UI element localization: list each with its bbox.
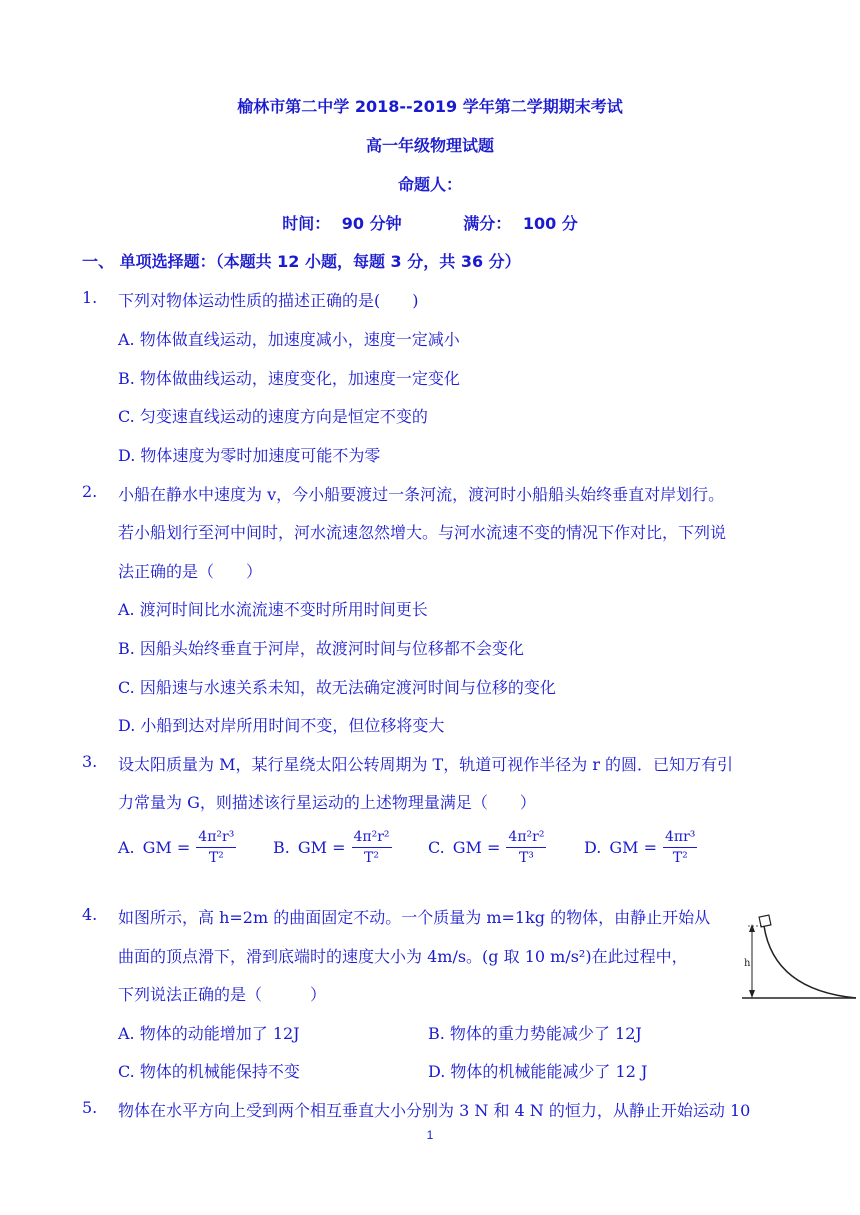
q3-option-d-label: D. xyxy=(584,838,602,857)
q4-curved-surface-figure xyxy=(738,912,858,1004)
q3-option-b xyxy=(273,828,392,867)
exam-subtitle: 高一年级物理试题 xyxy=(365,136,494,155)
q3-option-d xyxy=(584,828,697,867)
exam-author: 命题人： xyxy=(397,175,462,194)
q1-stem: 下列对物体运动性质的描述正确的是( ) xyxy=(118,291,419,310)
q4-option-d: D. 物体的机械能能减少了 12 J xyxy=(428,1062,648,1081)
q1-option-b: B. 物体做曲线运动，速度变化，加速度一定变化 xyxy=(118,369,460,388)
q2-stem-line1: 小船在静水中速度为 v，今小船要渡过一条河流，渡河时小船船头始终垂直对岸划行。 xyxy=(118,485,725,504)
q4-figure-height-label: h xyxy=(744,958,751,969)
time-label: 时间： xyxy=(282,214,331,233)
q3-option-c-numerator: 4π²r² xyxy=(506,828,546,848)
q3-option-a-lhs: GM = xyxy=(142,838,191,857)
q1-number: 1. xyxy=(82,288,98,307)
q4-stem-line2: 曲面的顶点滑下，滑到底端时的速度大小为 4m/s。(g 取 10 m/s²)在此过程中， xyxy=(118,947,688,966)
q3-option-b-denominator: T² xyxy=(364,850,379,866)
q3-option-b-numerator: 4π²r² xyxy=(352,828,392,848)
score-label: 满分： xyxy=(463,214,512,233)
q3-option-a-denominator: T² xyxy=(208,850,224,866)
q3-option-b-lhs: GM = xyxy=(297,838,346,857)
q3-stem-line1: 设太阳质量为 M，某行星绕太阳公转周期为 T，轨道可视作半径为 r 的圆．已知万有引 xyxy=(118,755,734,774)
q5-number: 5. xyxy=(82,1098,98,1117)
q3-option-c-lhs: GM = xyxy=(452,838,501,857)
q3-option-c xyxy=(428,828,546,867)
q2-option-b: B. 因船头始终垂直于河岸，故渡河时间与位移都不会变化 xyxy=(118,639,524,658)
q2-stem-line2: 若小船划行至河中间时，河水流速忽然增大。与河水流速不变的情况下作对比，下列说 xyxy=(118,523,727,542)
q1-option-c: C. 匀变速直线运动的速度方向是恒定不变的 xyxy=(118,407,428,426)
q3-option-d-lhs: GM = xyxy=(609,838,657,857)
q2-option-a: A. 渡河时间比水流流速不变时所用时间更长 xyxy=(118,600,428,619)
page-number: 1 xyxy=(426,1128,434,1142)
q4-stem-line3: 下列说法正确的是（ ） xyxy=(118,985,327,1004)
q3-option-d-denominator: T² xyxy=(672,850,688,866)
q4-stem-line1: 如图所示，高 h=2m 的曲面固定不动。一个质量为 m=1kg 的物体，由静止开始从 xyxy=(118,908,711,927)
exam-time-score xyxy=(0,211,860,234)
q3-option-c-fraction xyxy=(506,828,546,867)
q4-number: 4. xyxy=(82,905,98,924)
q3-option-c-label: C. xyxy=(428,838,445,857)
q1-option-d: D. 物体速度为零时加速度可能不为零 xyxy=(118,446,381,465)
q3-option-b-fraction xyxy=(352,828,392,867)
q3-option-a-fraction xyxy=(196,828,236,867)
time-value: 90 分钟 xyxy=(341,214,402,233)
q3-option-a-numerator: 4π²r³ xyxy=(196,828,236,848)
q3-option-b-label: B. xyxy=(273,838,290,857)
q3-option-a xyxy=(118,828,236,867)
q2-stem-line3: 法正确的是（ ） xyxy=(118,562,263,581)
q3-option-c-denominator: T³ xyxy=(518,850,534,866)
score-value: 100 分 xyxy=(522,214,578,233)
q3-number: 3. xyxy=(82,752,98,771)
q2-option-c: C. 因船速与水速关系未知，故无法确定渡河时间与位移的变化 xyxy=(118,678,556,697)
q5-stem-line1: 物体在水平方向上受到两个相互垂直大小分别为 3 N 和 4 N 的恒力，从静止开始运动 10 xyxy=(118,1101,751,1120)
q3-option-a-label: A. xyxy=(118,838,135,857)
q3-option-d-fraction xyxy=(663,828,697,867)
q2-option-d: D. 小船到达对岸所用时间不变，但位移将变大 xyxy=(118,716,445,735)
q3-option-d-numerator: 4πr³ xyxy=(663,828,697,848)
q3-stem-line2: 力常量为 G，则描述该行星运动的上述物理量满足（ ） xyxy=(118,793,536,812)
q2-number: 2. xyxy=(82,482,98,501)
exam-title: 榆林市第二中学 2018--2019 学年第二学期期末考试 xyxy=(237,97,623,116)
q1-option-a: A. 物体做直线运动，加速度减小，速度一定减小 xyxy=(118,330,460,349)
q4-option-b: B. 物体的重力势能减少了 12J xyxy=(428,1024,642,1043)
q4-option-a: A. 物体的动能增加了 12J xyxy=(118,1024,300,1043)
q4-option-c: C. 物体的机械能保持不变 xyxy=(118,1062,300,1081)
section-heading: 一、 单项选择题：（本题共 12 小题，每题 3 分，共 36 分） xyxy=(82,252,521,271)
